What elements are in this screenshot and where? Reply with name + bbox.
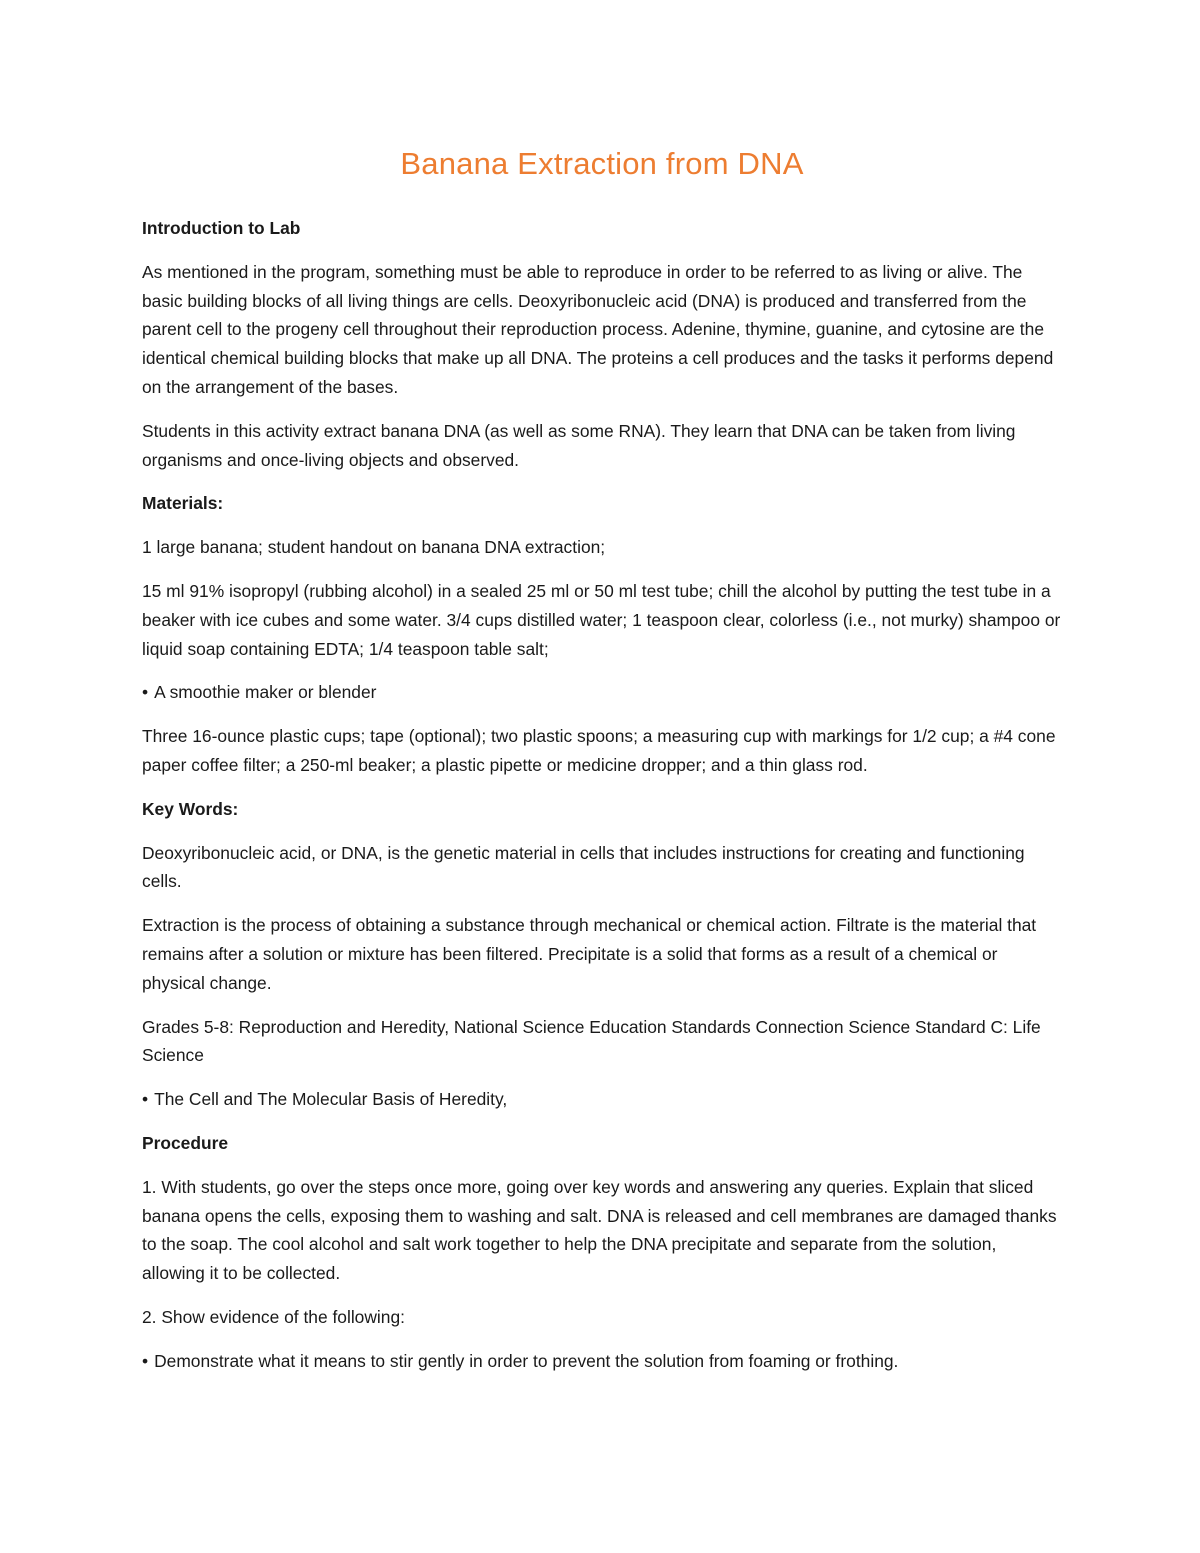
bullet-icon: • <box>142 682 149 703</box>
materials-paragraph-1: 1 large banana; student handout on banana DNA extraction; <box>142 537 606 558</box>
intro-paragraph-1: As mentioned in the program, something must be able to reproduce in order to be referred to as living or alive. The basic building blocks of all living things are cells. Deoxyribonucleic acid (DNA) is produced and transferred from the parent cell to the progeny cell throughout their reproduction process. Adenine, thymine, guanine, and cytosine are the identical chemical building blocks that make up all DNA. The proteins a cell produces and the tasks it performs depend on the arrangement of the bases. <box>142 261 1054 397</box>
materials-heading: Materials: <box>142 493 224 514</box>
keywords-heading: Key Words: <box>142 798 239 819</box>
grades-paragraph: Grades 5-8: Reproduction and Heredity, National Science Education Standards Connection Science Standard C: Life Science <box>142 1016 1041 1066</box>
procedure-step-2: 2. Show evidence of the following: <box>142 1306 405 1327</box>
procedure-heading: Procedure <box>142 1132 229 1153</box>
intro-heading: Introduction to Lab <box>142 218 301 238</box>
grades-bullet-item <box>142 1085 1062 1114</box>
document-content <box>142 138 1062 1391</box>
materials-paragraph-2: 15 ml 91% isopropyl (rubbing alcohol) in a sealed 25 ml or 50 ml test tube; chill the alcohol by putting the test tube in a beaker with ice cubes and some water. 3/4 cups distilled water; 1 teaspoon clear, colorless (i.e., not murky) shampoo or liquid soap containing EDTA; 1/4 teaspoon table salt; <box>142 580 1061 659</box>
procedure-bullet-text: Demonstrate what it means to stir gently in order to prevent the solution from foaming or frothing. <box>154 1350 899 1371</box>
bullet-icon: • <box>142 1350 149 1371</box>
keywords-paragraph-2: Extraction is the process of obtaining a substance through mechanical or chemical action. Filtrate is the material that remains after a solution or mixture has been filtered. Precipitate is a solid that forms as a result of a chemical or physical change. <box>142 915 1037 993</box>
bullet-icon: • <box>142 1089 149 1110</box>
grades-bullet-text: The Cell and The Molecular Basis of Heredity, <box>154 1089 508 1110</box>
materials-paragraph-3: Three 16-ounce plastic cups; tape (optional); two plastic spoons; a measuring cup with markings for 1/2 cup; a #4 cone paper coffee filter; a 250-ml beaker; a plastic pipette or medicine dropper; and a thin glass rod. <box>142 726 1056 775</box>
intro-paragraph-2: Students in this activity extract banana DNA (as well as some RNA). They learn that DNA can be taken from living organisms and once-living objects and observed. <box>142 420 1016 470</box>
document-title: Banana Extraction from DNA <box>400 146 804 181</box>
materials-bullet-text: A smoothie maker or blender <box>154 682 377 703</box>
procedure-step-1: 1. With students, go over the steps once more, going over key words and answering any queries. Explain that sliced banana opens the cells, exposing them to washing and salt. DNA is released and cell membranes are damaged thanks to the soap. The cool alcohol and salt work together to help the DNA precipitate and separate from the solution, allowing it to be collected. <box>142 1176 1057 1284</box>
materials-bullet-item <box>142 678 1062 707</box>
keywords-paragraph-1: Deoxyribonucleic acid, or DNA, is the genetic material in cells that includes instructions for creating and functioning cells. <box>142 842 1025 892</box>
procedure-bullet-item <box>142 1347 1062 1376</box>
